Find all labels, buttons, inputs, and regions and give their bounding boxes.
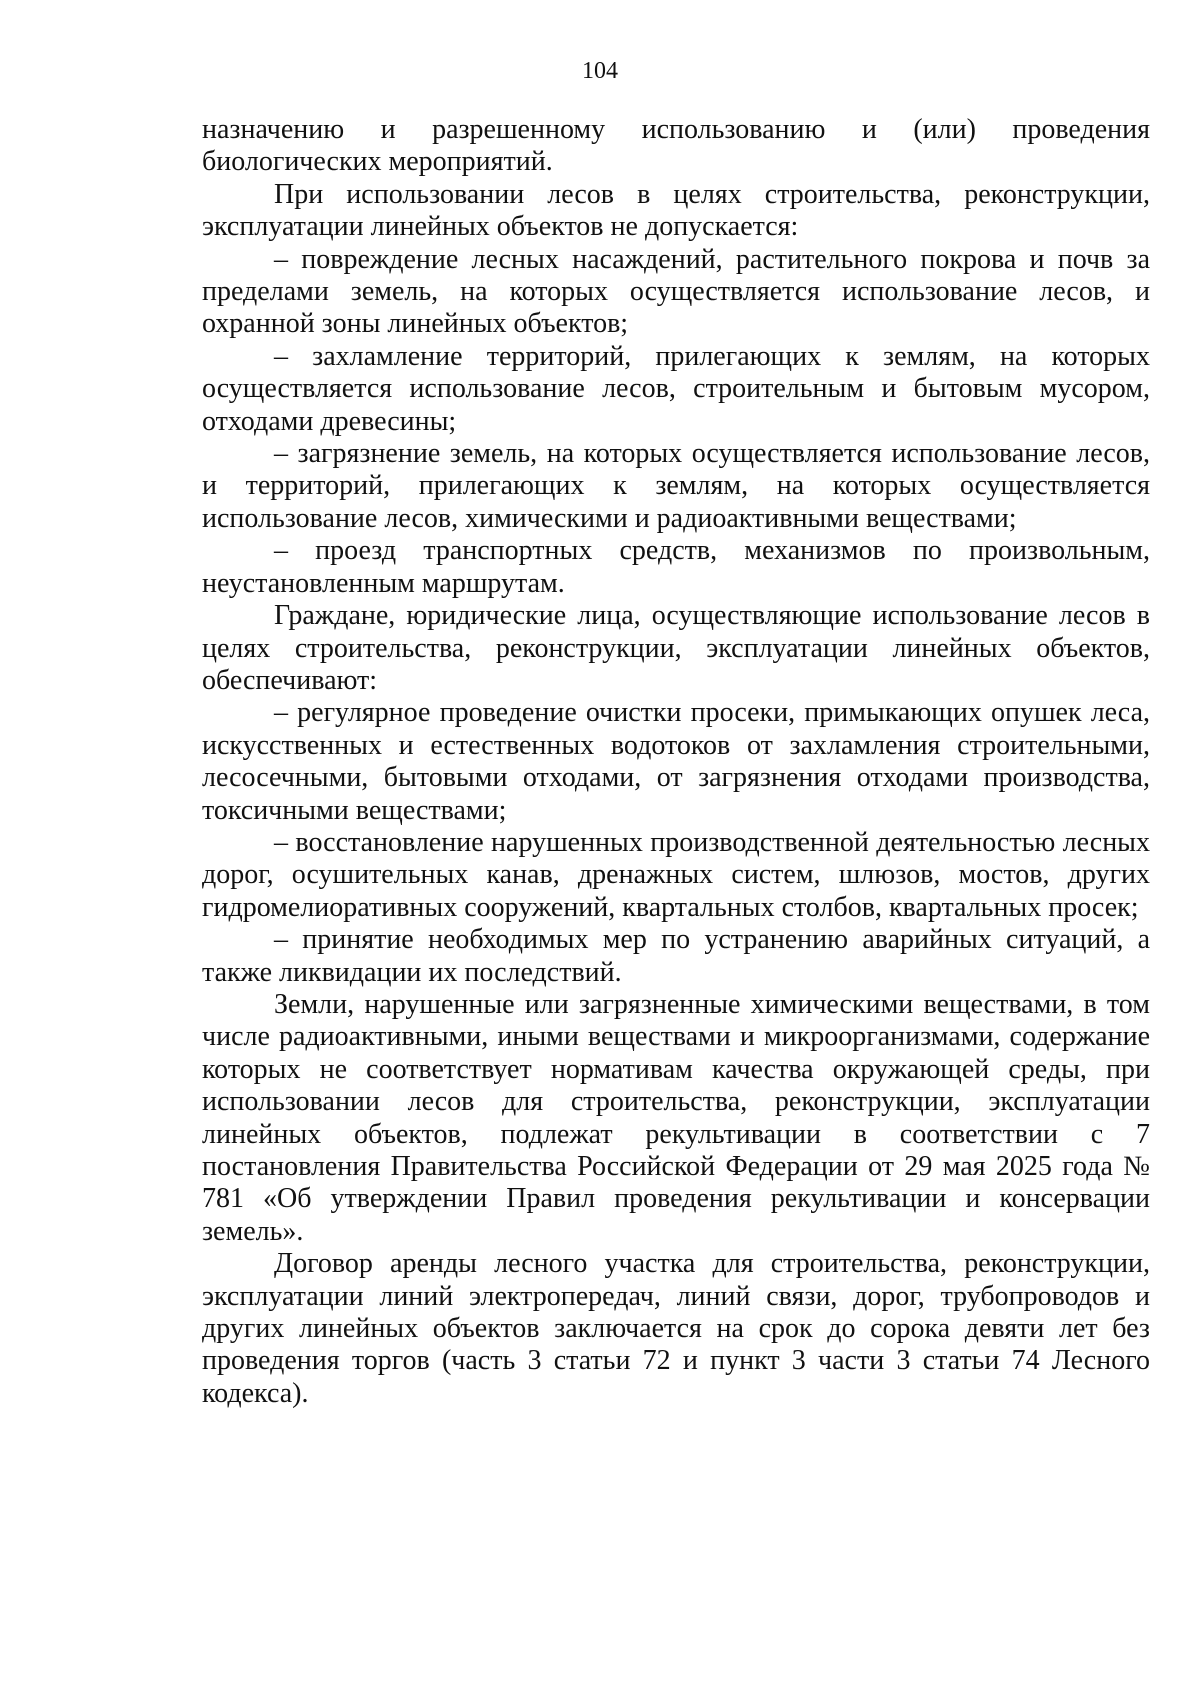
paragraph-prohibitions-intro: При использовании лесов в целях строительства, реконструкции, эксплуатации линейных объектов не допускается: [202,178,1150,243]
document-body [202,114,1150,1410]
paragraph-recultivation: Земли, нарушенные или загрязненные химическими веществами, в том числе радиоактивными, иными веществами и микроорганизмами, содержание которых не соответствует нормативам качества окружающей среды, при использовании лесов для строительства, реконструкции, эксплуатации линейных объектов, подлежат рекультивации в соответствии с 7 постановления Правительства Российской Федерации от 29 мая 2025 года № 781 «Об утверждении Правил проведения рекультивации и консервации земель». [202,988,1150,1247]
list-item-restoration: – восстановление нарушенных производственной деятельностью лесных дорог, осушительных канав, дренажных систем, шлюзов, мостов, других гидромелиоративных сооружений, квартальных столбов, квартальных просек; [202,826,1150,923]
list-item-emergency: – принятие необходимых мер по устранению аварийных ситуаций, а также ликвидации их последствий. [202,924,1150,988]
paragraph-lease-agreement: Договор аренды лесного участка для строительства, реконструкции, эксплуатации линий электропередач, линий связи, дорог, трубопроводов и других линейных объектов заключается на срок до сорока девяти лет без проведения торгов (часть 3 статьи 72 и пункт 3 части 3 статьи 74 Лесного кодекса). [202,1248,1150,1409]
list-item-cleaning: – регулярное проведение очистки просеки, примыкающих опушек леса, искусственных и естественных водотоков от захламления строительными, лесосечными, бытовыми отходами, от загрязнения отходами производства, токсичными веществами; [202,697,1150,826]
paragraph-obligations-intro: Граждане, юридические лица, осуществляющие использование лесов в целях строительства, реконструкции, эксплуатации линейных объектов, обеспечивают: [202,600,1150,696]
paragraph-continuation: назначению и разрешенному использованию и (или) проведения биологических мероприятий. [202,114,1150,178]
list-item-vehicles: – проезд транспортных средств, механизмов по произвольным, неустановленным маршрутам. [202,535,1150,599]
list-item-damage: – повреждение лесных насаждений, растительного покрова и почв за пределами земель, на которых осуществляется использование лесов, и охранной зоны линейных объектов; [202,243,1150,340]
page-number: 104 [582,58,618,84]
list-item-pollution: – загрязнение земель, на которых осуществляется использование лесов, и территорий, прилегающих к землям, на которых осуществляется использование лесов, химическими и радиоактивными веществами; [202,438,1150,534]
list-item-littering: – захламление территорий, прилегающих к землям, на которых осуществляется использование лесов, строительным и бытовым мусором, отходами древесины; [202,340,1150,437]
